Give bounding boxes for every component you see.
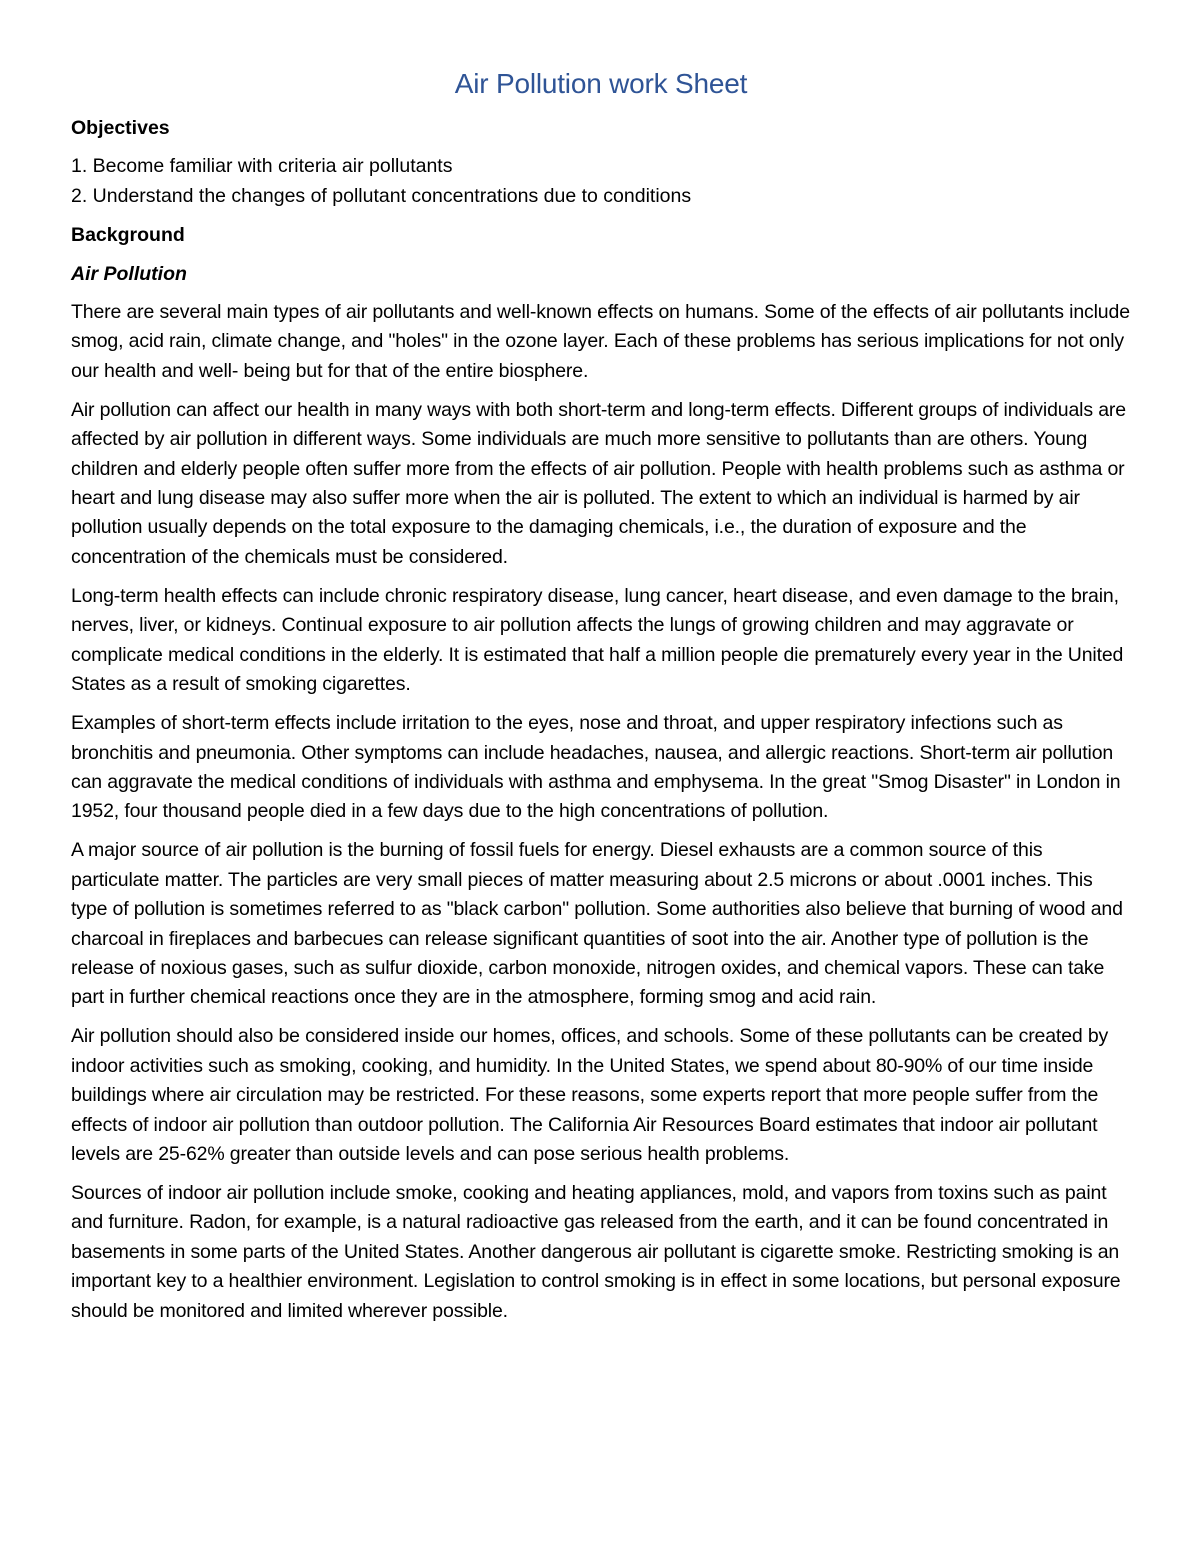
paragraph: Air pollution should also be considered inside our homes, offices, and schools. Some of these pollutants can be created by indoor activities such as smoking, cooking, and humidity. In the United States, we spend about 80-90% of our time inside buildings where air circulation may be restricted. For these reasons, some experts report that more people suffer from the effects of indoor air pollution than outdoor pollution. The California Air Resources Board estimates that indoor air pollutant levels are 25-62% greater than outside levels and can pose serious health problems. [71,1025,1109,1165]
paragraph: Sources of indoor air pollution include smoke, cooking and heating appliances, mold, and vapors from toxins such as paint and furniture. Radon, for example, is a natural radioactive gas released from the earth, and it can be found concentrated in basements in some parts of the United States. Another dangerous air pollutant is cigarette smoke. Restricting smoking is an important key to a healthier environment. Legislation to control smoking is in effect in some locations, but personal exposure should be monitored and limited wherever possible. [71,1181,1121,1322]
objectives-heading: Objectives [71,117,170,139]
objective-item: 1. Become familiar with criteria air pollutants [71,155,453,178]
document-page [71,62,1131,1336]
background-heading: Background [71,224,185,247]
paragraph: There are several main types of air pollutants and well-known effects on humans. Some of the effects of air pollutants include smog, acid rain, climate change, and "holes" in the ozone layer. Each of these problems has serious implications for not only our health and well- being but for that of the entire biosphere. [71,301,1130,382]
paragraph: Examples of short-term effects include irritation to the eyes, nose and throat, and upper respiratory infections such as bronchitis and pneumonia. Other symptoms can include headaches, nausea, and allergic reactions. Short-term air pollution can aggravate the medical conditions of individuals with asthma and emphysema. In the great "Smog Disaster" in London in 1952, four thousand people died in a few days due to the high concentrations of pollution. [71,712,1121,823]
objectives-list [71,152,1131,211]
section-heading-air-pollution: Air Pollution [71,262,187,285]
paragraph: A major source of air pollution is the burning of fossil fuels for energy. Diesel exhausts are a common source of this particulate matter. The particles are very small pieces of matter measuring about 2.5 microns or about .0001 inches. This type of pollution is sometimes referred to as "black carbon" pollution. Some authorities also believe that burning of wood and charcoal in fireplaces and barbecues can release significant quantities of soot into the air. Another type of pollution is the release of noxious gases, such as sulfur dioxide, carbon monoxide, nitrogen oxides, and chemical vapors. These can take part in further chemical reactions once they are in the atmosphere, forming smog and acid rain. [71,839,1123,1009]
paragraph: Long-term health effects can include chronic respiratory disease, lung cancer, heart disease, and even damage to the brain, nerves, liver, or kidneys. Continual exposure to air pollution affects the lungs of growing children and may aggravate or complicate medical conditions in the elderly. It is estimated that half a million people die prematurely every year in the United States as a result of smoking cigarettes. [71,584,1124,696]
paragraph: Air pollution can affect our health in many ways with both short-term and long-term effects. Different groups of individuals are affected by air pollution in different ways. Some individuals are much more sensitive to pollutants than are others. Young children and elderly people often suffer more from the effects of air pollution. People with health problems such as asthma or heart and lung disease may also suffer more when the air is polluted. The extent to which an individual is harmed by air pollution usually depends on the total exposure to the damaging chemicals, i.e., the duration of exposure and the concentration of the chemicals must be considered. [71,398,1126,568]
objective-item: 2. Understand the changes of pollutant concentrations due to conditions [71,184,692,207]
document-title: Air Pollution work Sheet [454,68,748,99]
